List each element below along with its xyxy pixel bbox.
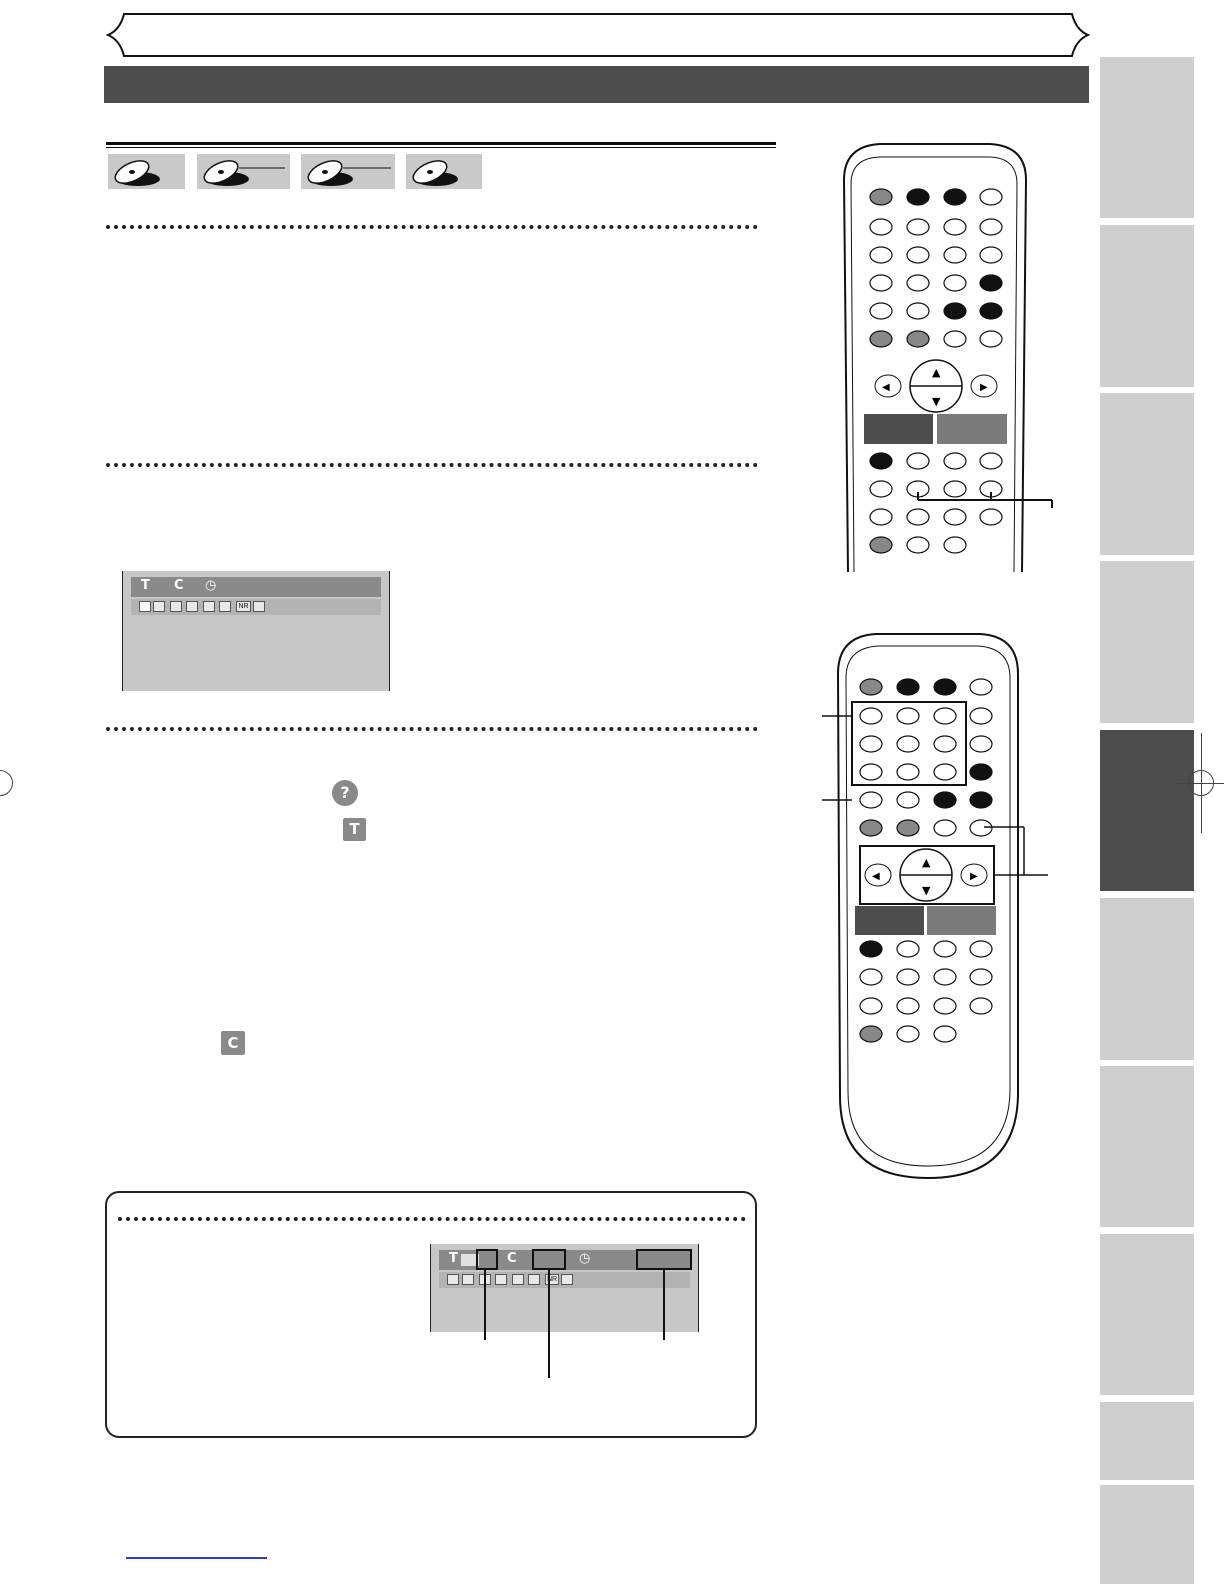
callout-line	[484, 1270, 486, 1340]
side-tab-3[interactable]	[1100, 393, 1194, 555]
remote-button	[907, 331, 929, 347]
disc-icon	[108, 154, 185, 189]
remote-button	[934, 764, 956, 780]
svg-text:▲: ▲	[922, 856, 931, 869]
side-tab-8[interactable]	[1100, 1234, 1194, 1395]
title-icon: T	[449, 1251, 458, 1266]
remote-button	[860, 998, 882, 1014]
svg-text:▶: ▶	[980, 382, 988, 393]
remote-button	[870, 247, 892, 263]
search-icon	[447, 1274, 459, 1285]
remote-button	[944, 331, 966, 347]
osd-icon-bar	[131, 599, 381, 615]
remote-button	[944, 303, 966, 319]
remote-button	[860, 679, 882, 695]
remote-button	[897, 969, 919, 985]
marker-icon	[528, 1274, 540, 1285]
section-divider	[106, 225, 758, 229]
remote-button	[944, 275, 966, 291]
remote-button	[970, 792, 992, 808]
title-highlight	[476, 1249, 498, 1270]
chapter-icon: C	[174, 578, 184, 593]
remote-button	[944, 453, 966, 469]
zoom-icon	[561, 1274, 573, 1285]
registration-mark	[0, 770, 13, 796]
svg-text:◀: ◀	[872, 871, 880, 882]
remote-button	[907, 537, 929, 553]
remote-button	[980, 219, 1002, 235]
remote-button	[980, 189, 1002, 205]
remote-button	[907, 275, 929, 291]
remote-button	[860, 708, 882, 724]
remote-button	[980, 275, 1002, 291]
time-highlight	[636, 1249, 692, 1270]
remote-button	[944, 509, 966, 525]
title-icon: T	[141, 578, 150, 593]
remote-button	[944, 537, 966, 553]
side-tab-2[interactable]	[1100, 225, 1194, 387]
remote-button	[934, 679, 956, 695]
marker-icon	[219, 601, 231, 612]
remote-button	[944, 247, 966, 263]
angle-icon	[186, 601, 198, 612]
remote-button	[897, 708, 919, 724]
hint-divider	[118, 1217, 746, 1221]
disc-icon	[197, 154, 290, 189]
remote-button	[970, 764, 992, 780]
registration-line	[1201, 733, 1202, 833]
remote-button	[970, 736, 992, 752]
disc-badge-1	[108, 154, 185, 189]
nr-icon: NR	[236, 601, 251, 612]
remote-button	[870, 509, 892, 525]
remote-button	[897, 1026, 919, 1042]
remote-button	[870, 453, 892, 469]
remote-button	[897, 679, 919, 695]
remote-button	[897, 998, 919, 1014]
disc-icon	[406, 154, 482, 189]
search-icon	[139, 601, 151, 612]
audio-icon	[153, 601, 165, 612]
remote-button	[870, 303, 892, 319]
remote-button	[980, 453, 1002, 469]
remote-button	[934, 941, 956, 957]
chapter-icon: C	[507, 1251, 517, 1266]
nr-icon: NR	[546, 1276, 558, 1283]
remote-button	[860, 1026, 882, 1042]
time-icon: ◷	[579, 1251, 591, 1266]
callout-line	[548, 1270, 550, 1378]
remote-button	[897, 736, 919, 752]
side-tab-1[interactable]	[1100, 57, 1194, 218]
remote-button	[870, 189, 892, 205]
remote-button	[934, 1026, 956, 1042]
subtitle-icon	[170, 601, 182, 612]
remote-button	[907, 189, 929, 205]
osd-screen	[122, 571, 390, 691]
remote-button	[934, 969, 956, 985]
remote-button	[980, 303, 1002, 319]
remote-button	[860, 969, 882, 985]
remote-button	[907, 303, 929, 319]
angle-icon	[495, 1274, 507, 1285]
chapter-highlight	[532, 1249, 566, 1270]
svg-text:◀: ◀	[882, 382, 890, 393]
remote-button	[980, 509, 1002, 525]
zoom-icon	[253, 601, 265, 612]
svg-text:▼: ▼	[932, 395, 941, 408]
remote-button	[970, 820, 992, 836]
remote-button	[970, 679, 992, 695]
remote-button	[934, 820, 956, 836]
osd-status-bar	[131, 577, 381, 597]
heading-rule	[106, 142, 776, 148]
section-divider	[106, 727, 758, 731]
section-divider	[106, 463, 758, 467]
side-tab-7[interactable]	[1100, 1066, 1194, 1227]
side-tab-6[interactable]	[1100, 898, 1194, 1060]
remote-button	[870, 275, 892, 291]
repeat-icon	[203, 601, 215, 612]
remote-button	[934, 736, 956, 752]
remote-button	[907, 219, 929, 235]
remote-button	[897, 941, 919, 957]
registration-line	[1176, 783, 1224, 784]
remote-button	[860, 764, 882, 780]
remote-button	[944, 219, 966, 235]
remote-button	[860, 736, 882, 752]
side-tab-4[interactable]	[1100, 561, 1194, 723]
disc-badge-4	[406, 154, 482, 189]
remote-button	[970, 941, 992, 957]
remote-control-full	[818, 630, 1054, 1182]
footer-link[interactable]	[126, 1557, 267, 1559]
remote-button	[970, 708, 992, 724]
remote-button	[897, 792, 919, 808]
header-banner	[104, 10, 1092, 60]
remote-button	[870, 331, 892, 347]
remote-button	[980, 247, 1002, 263]
disc-icon	[301, 154, 395, 189]
side-tab-5-active[interactable]	[1100, 730, 1194, 891]
title-icon: T	[343, 818, 366, 841]
remote-button	[860, 792, 882, 808]
remote-button	[934, 792, 956, 808]
svg-text:▶: ▶	[970, 871, 978, 882]
remote-button	[907, 247, 929, 263]
remote-button	[907, 453, 929, 469]
chapter-icon: C	[221, 1031, 245, 1055]
remote-button	[970, 998, 992, 1014]
remote-button	[944, 481, 966, 497]
side-tab-9[interactable]	[1100, 1402, 1194, 1480]
remote-button	[860, 941, 882, 957]
time-icon: ◷	[205, 578, 217, 593]
remote-button	[870, 219, 892, 235]
osd-icon-bar	[439, 1272, 690, 1288]
remote-button	[860, 820, 882, 836]
remote-button	[897, 764, 919, 780]
remote-button	[897, 820, 919, 836]
remote-button	[870, 537, 892, 553]
side-tab-10[interactable]	[1100, 1485, 1194, 1584]
remote-control-top	[840, 140, 1070, 576]
audio-icon	[462, 1274, 474, 1285]
remote-button	[934, 998, 956, 1014]
callout-line	[663, 1270, 665, 1340]
remote-button	[870, 481, 892, 497]
remote-button	[907, 509, 929, 525]
section-title-bar	[104, 66, 1089, 103]
remote-button	[944, 189, 966, 205]
svg-text:▼: ▼	[922, 884, 931, 897]
svg-text:▲: ▲	[932, 366, 941, 379]
remote-button	[980, 331, 1002, 347]
remote-button	[934, 708, 956, 724]
search-icon: ?	[332, 780, 358, 806]
remote-button	[970, 969, 992, 985]
disc-badge-3	[301, 154, 395, 189]
disc-badge-2	[197, 154, 290, 189]
repeat-icon	[512, 1274, 524, 1285]
